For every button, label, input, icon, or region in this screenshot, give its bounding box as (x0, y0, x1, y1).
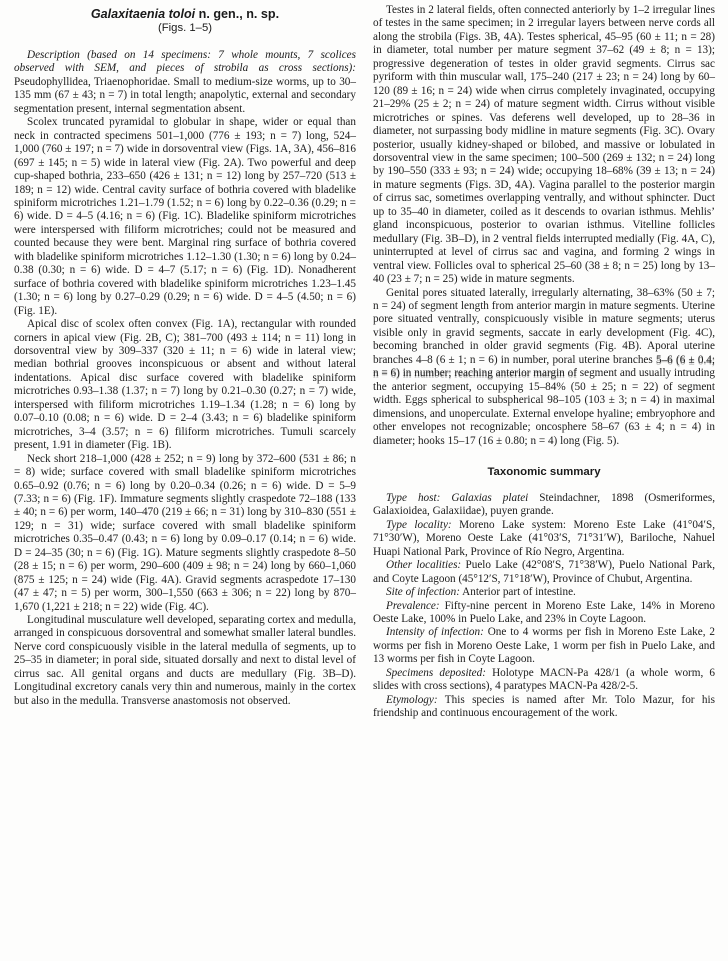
paragraph-text: Scolex truncated pyramidal to globular in shape, wider or equal than neck in contracted specimens 501–1,000 (776 ± 193; n = 7) long, 524–1,000 (760 ± 197; n = 7) wide in dorsoventral view (Figs. 1A, 3A), 456–816 (697 ± 145; n = 5) wide in lateral view (Fig. 2A). Two powerful and deep cup-shaped bothria, 233–650 (426 ± 131; n = 12) long by 257–720 (513 ± 189; n = 12) wide. Central cavity surface of bothria covered with bladelike spiniform microtriches 1.21–1.79 (1.52; n = 6) long by 0.22–0.36 (0.29; n = 6) wide. D = 4–5 (4.16; n = 6) (Fig. 1C). Bladelike spiniform microtriches were interspersed with filiform microtriches; could not be measured and counted because they were bent. Marginal ring surface of bothria covered with bladelike spiniform microtriches 1.12–1.30 (1.30; n = 6) long by 0.24–0.38 (0.30; n = 6) wide. D = 4–7 (5.17; n = 6) (Fig. 1D). Nonadherent surface of bothria covered with bladelike spiniform microtriches 1.23–1.45 (1.30; n = 6) long by 0.27–0.29 (0.29; n = 6) wide. D = 4–5 (4.50; n = 6) (Fig. 1E). (14, 116, 356, 317)
entry-text: Steindachner, 1898 (Osmeriformes, Galaxioidea, Galaxiidae), puyen grande. (373, 491, 716, 518)
paragraph-text: Longitudinal musculature well developed, separating cortex and medulla, arranged in conspicuous dorsoventral and somewhat smaller lateral bundles. Nerve cord conspicuously visible in the lateral medulla of segments, up to 25–35 in diameter; in poral side, situated dorsally and next to distal level of cirrus sac. All genital organs and ducts are medullary (Fig. 3B–D). Longitudinal excretory canals very thin and numerous, mainly in the cortex but also in the medulla. Transverse anastomosis not observed. (14, 614, 356, 707)
article-title (14, 7, 356, 21)
entry-label: Type host: (386, 491, 441, 504)
paragraph-text: Apical disc of scolex often convex (Fig. 1A), rectangular with rounded corners in apical view (Fig. 2B, C); 381–700 (493 ± 114; n = 11) long in dorsoventral view by 309–337 (320 ± 11; n = 6) wide in lateral view; median bothrial grooves inconspicuous or absent and without lateral indentations. Apical disc surface covered with bladelike spiniform microtriches 0.93–1.38 (1.37; n = 7) long by 0.21–0.30 (0.27; n = 7) wide, interspersed with filiform microtriches 1.19–1.34 (1.28; n = 6) long by 0.07–0.10 (0.08; n = 6) wide. D = 2–4 (3.43; n = 6) bladelike spiniform microtriches, 3–4 (3.57; n = 6) filiform microtriches. Tumuli scarcely present, 1.91 in diameter (Fig. 1B). (14, 318, 356, 452)
entry-label: Type locality: (386, 518, 452, 531)
entry-other-localities (373, 559, 715, 586)
entry-text: Anterior part of intestine. (462, 586, 576, 599)
paragraph-text: Neck short 218–1,000 (428 ± 252; n = 9) long by 372–600 (531 ± 86; n = 8) wide; surface covered with small bladelike spiniform microtriches 0.65–0.92 (0.76; n = 6) long by 0.20–0.34 (0.26; n = 6) wide. D = 5–9 (7.33; n = 6) (Fig. 1F). Immature segments slightly craspedote 72–188 (133 ± 40; n = 6) per worm, 140–470 (219 ± 66; n = 31) long by 310–830 (551 ± 129; n = 31) wide; surface covered with small bladelike spiniform microtriches 0.35–0.47 (0.43; n = 6) long by 0.09–0.17 (0.14; n = 6) wide. D = 24–35 (30; n = 6) (Fig. 1G). Mature segments slightly craspedote 8–50 (28 ± 15; n = 6) per worm, 290–600 (409 ± 98; n = 24) long by 660–1,060 (875 ± 125; n = 24) wide (Fig. 4A). Gravid segments acraspedote 17–130 (47 ± 47; n = 5) per worm, 300–1,550 (663 ± 306; n = 22) long by 870–1,670 (1,221 ± 218; n = 22) wide (Fig. 4C). (14, 452, 356, 613)
entry-type-host (373, 492, 715, 519)
right-column (373, 4, 715, 961)
entry-type-locality (373, 519, 715, 559)
musculature-paragraph (14, 614, 356, 708)
paragraph-text: Testes in 2 lateral fields, often connected anteriorly by 1–2 irregular lines of testes in the same specimen; in 2 irregular layers between nerve cords all along the strobila (Figs. 3B, 4A). Testes spherical, 45–95 (60 ± 11; n = 28) in diameter, total number per mature segment 37–62 (49 ± 8; n = 13); progressive degeneration of testes in older gravid segments. Cirrus sac pyriform with thin muscular wall, 175–240 (217 ± 23; n = 24) long by 60–120 (89 ± 16; n = 24) wide when cirrus completely invaginated, occupying 21–29% (25 ± 2; n = 24) of mature segment width. Cirrus without visible microtriches or spines. Vas deferens well developed, up to 28–36 in diameter, not surpassing body midline in mature segments (Fig. 3C). Ovary posterior, usually kidney-shaped or bilobed, and massive or lobulated in dorsoventral view in the same specimen; 100–500 (269 ± 132; n = 24) long by 190–550 (333 ± 93; n = 24) wide; occupying 18–68% (39 ± 13; n = 24) in mature segments (Figs. 3D, 4A). Vagina parallel to the posterior margin of cirrus sac, sometimes overlapping ventrally, and without sphincter. Duct up to 35–40 in diameter, coiled as it descends to ovarian isthmus. Mehlis’ gland inconspicuous, posterior to ovarian isthmus. Vitelline follicles medullary (Fig. 3B–D), in 2 ventral fields interrupted medially (Fig. 4A, C), uninterrupted at level of cirrus sac and vagina, and forming 2 wings in ventral view. Follicles oval to spherical 25–60 (38 ± 8; n = 25) long by 13–40 (23 ± 7; n = 25) wide in mature segments. (373, 4, 715, 286)
figure-reference: (Figs. 1–5) (158, 22, 212, 34)
entry-site-of-infection (373, 586, 715, 599)
entry-label: Site of infection: (386, 586, 460, 599)
entry-text: This species is named after Mr. Tolo Mazur, for his friendship and continuous encouragement of the work. (373, 693, 715, 720)
entry-text: Puelo Lake (42°08′S, 71°38′W), Puelo National Park, and Coyte Lagoon (45°12′S, 71°18′W), Province of Chubut, Argentina. (373, 559, 716, 585)
entry-label: Etymology: (386, 693, 438, 706)
genital-pores-paragraph (373, 287, 715, 448)
entry-label: Other localities: (386, 559, 462, 572)
entry-text: Fifty-nine percent in Moreno Este Lake, 14% in Moreno Oeste Lake, 100% in Puelo Lake, and 23% in Coyte Lagoon. (373, 599, 715, 626)
entry-text: Moreno Lake system: Moreno Este Lake (41°04′S, 71°30′W), Moreno Oeste Lake (41°03′S, 71°31′W), Bariloche, Nahuel Huapi National Park, Province of Río Negro, Argentina. (373, 518, 715, 558)
species-name: Galaxitaenia toloi (90, 7, 196, 21)
paragraph-text: segment and usually intruding the anterior segment, occupying 15–84% (50 ± 25; n = 22) of segment width. Eggs spherical to subspherical 98–105 (103 ± 3; n = 4) in maximal dimensions, and unoperculate. External envelope hyaline; embryophore and other envelopes not recognizable; oncosphere 58–67 (63 ± 4; n = 4) in diameter; hooks 15–17 (16 ± 0.80; n = 4) long (Fig. 5). (373, 367, 715, 447)
entry-prevalence (373, 600, 715, 627)
title-suffix: n. gen., n. sp. (195, 7, 280, 21)
neck-segments-paragraph (14, 453, 356, 614)
paragraph-text: Genital pores situated laterally, irregularly alternating, 38–63% (50 ± 7; n = 24) of segment length from anterior margin in mature segments. Uterine pore situated ventrally, conspicuously visible in mature segments; uterus visible only in gravid segments, saccate in early development (Fig. 4C), becoming branched in older gravid segments (Fig. 4B). Aporal uterine branches 4–8 (6 ± 1; n = 6) in number, poral uterine branches (373, 286, 715, 366)
description-lead: Description (based on 14 specimens: 7 whole mounts, 7 scolices observed with SEM, and pieces of strobila as cross sections): (14, 49, 356, 75)
entry-label: Prevalence: (386, 599, 440, 612)
blurred-print-artifact-line: 5–6 (6 ± 0.4; n = 6) in number; reaching anterior margin of (373, 353, 715, 380)
left-column (14, 4, 356, 961)
scolex-paragraph (14, 116, 356, 318)
entry-specimens-deposited (373, 667, 715, 694)
testes-paragraph (373, 4, 715, 287)
entry-etymology (373, 694, 715, 721)
entry-text: One to 4 worms per fish in Moreno Este Lake, 2 worms per fish in Moreno Oeste Lake, 1 worm per fish in Puelo Lake, and 13 worms per fish in Coyte Lagoon. (373, 626, 715, 666)
host-species-name: Galaxias platei (451, 491, 529, 504)
description-paragraph (14, 49, 356, 116)
apical-disc-paragraph (14, 318, 356, 453)
entry-label: Specimens deposited: (386, 666, 486, 679)
taxonomic-summary-heading: Taxonomic summary (487, 465, 601, 478)
entry-intensity-of-infection (373, 626, 715, 666)
entry-label: Intensity of infection: (386, 626, 484, 639)
paragraph-text: Pseudophyllidea, Triaenophoridae. Small to medium-size worms, up to 30–135 mm (67 ± 43; n = 7) in total length; anapolytic, external and secondary segmentation present, internal segmentation absent. (14, 75, 356, 115)
entry-text: Holotype MACN-Pa 428/1 (a whole worm, 6 slides with cross sections), 4 paratypes MACN-Pa 428/2-5. (373, 666, 716, 693)
